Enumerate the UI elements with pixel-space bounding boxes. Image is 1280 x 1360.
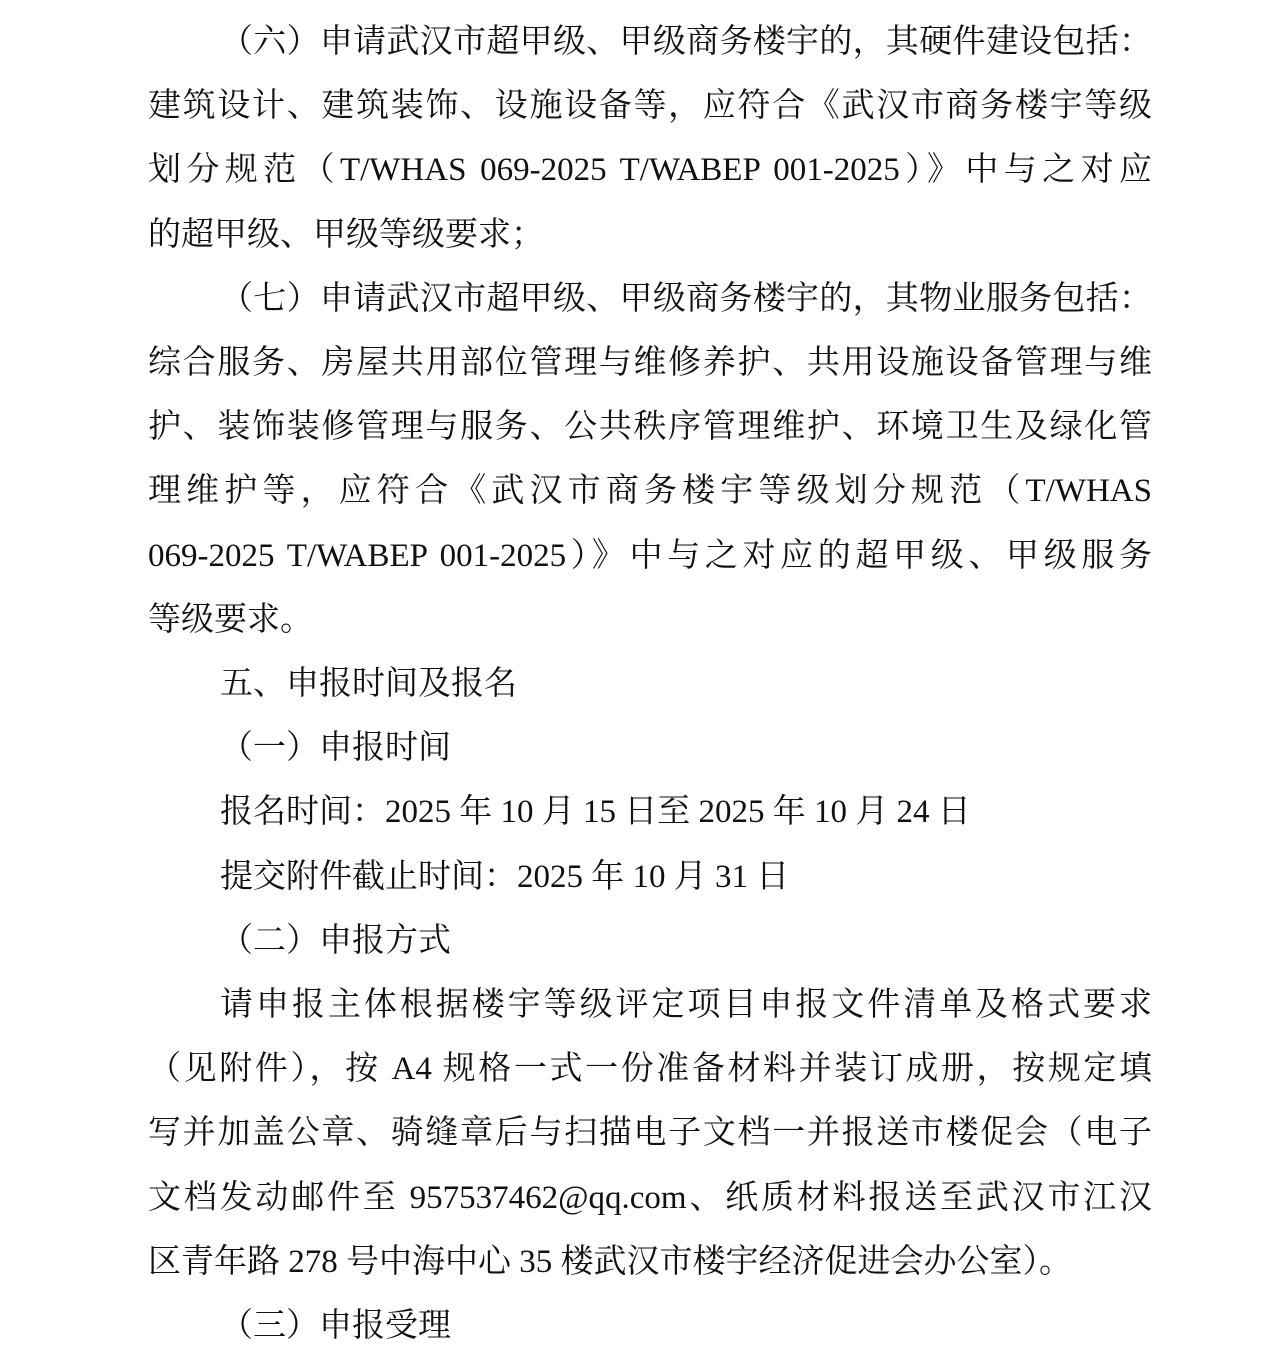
clause-7-line-2: 综合服务、房屋共用部位管理与维修养护、共用设施设备管理与维 xyxy=(148,345,1152,382)
clause-7-line-1: （七）申请武汉市超甲级、甲级商务楼宇的，其物业服务包括： xyxy=(220,280,1152,317)
document-text-block xyxy=(148,10,1152,1358)
application-method-line-2: （见附件），按 A4 规格一式一份准备材料并装订成册，按规定填 xyxy=(148,1051,1152,1088)
application-method-line-5: 区青年路 278 号中海中心 35 楼武汉市楼宇经济促进会办公室）。 xyxy=(148,1243,1072,1280)
clause-6-line-4: 的超甲级、甲级等级要求； xyxy=(148,216,544,253)
subsection-3-heading: （三）申报受理 xyxy=(220,1308,451,1345)
clause-7-line-6: 等级要求。 xyxy=(148,601,313,638)
clause-6-line-2: 建筑设计、建筑装饰、设施设备等，应符合《武汉市商务楼宇等级 xyxy=(148,88,1152,125)
clause-6-line-3: 划分规范（T/WHAS 069-2025 T/WABEP 001-2025）》中与之对应 xyxy=(148,152,1152,189)
clause-7-line-3: 护、装饰装修管理与服务、公共秩序管理维护、环境卫生及绿化管 xyxy=(148,409,1152,446)
subsection-1-heading: （一）申报时间 xyxy=(220,730,451,767)
clause-7-line-5: 069-2025 T/WABEP 001-2025）》中与之对应的超甲级、甲级服务 xyxy=(148,537,1152,574)
clause-6-line-1: （六）申请武汉市超甲级、甲级商务楼宇的，其硬件建设包括： xyxy=(220,24,1152,60)
attachment-deadline-line: 提交附件截止时间：2025 年 10 月 31 日 xyxy=(220,858,790,895)
section-5-heading: 五、申报时间及报名 xyxy=(220,666,517,703)
registration-time-line: 报名时间：2025 年 10 月 15 日至 2025 年 10 月 24 日 xyxy=(220,794,971,831)
application-method-line-1: 请申报主体根据楼宇等级评定项目申报文件清单及格式要求 xyxy=(220,987,1152,1024)
subsection-2-heading: （二）申报方式 xyxy=(220,922,451,959)
application-method-line-3: 写并加盖公章、骑缝章后与扫描电子文档一并报送市楼促会（电子 xyxy=(148,1115,1152,1152)
clause-7-line-4: 理维护等，应符合《武汉市商务楼宇等级划分规范（T/WHAS xyxy=(148,473,1152,510)
application-method-line-4: 文档发动邮件至 957537462@qq.com、纸质材料报送至武汉市江汉 xyxy=(148,1179,1152,1216)
